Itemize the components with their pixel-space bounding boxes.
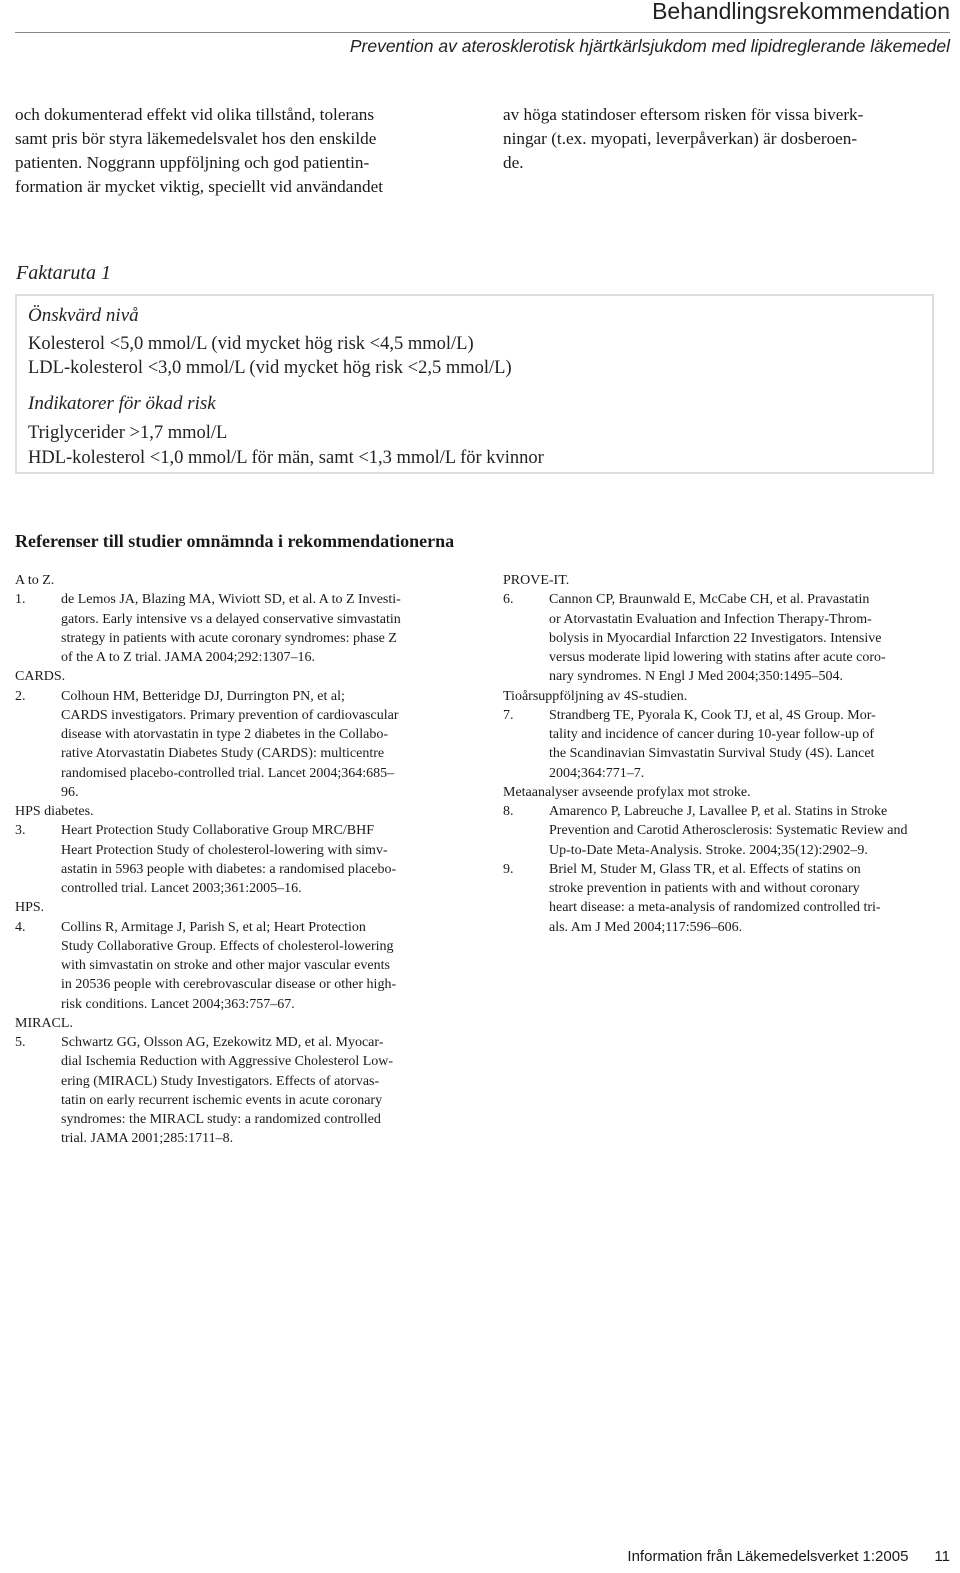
running-header-subtitle: Prevention av aterosklerotisk hjärtkärlsjukdom med lipidreglerande läkemedel [349,36,950,56]
reference-text-line: Amarenco P, Labreuche J, Lavallee P, et al. Statins in Stroke [549,804,888,819]
reference-text-line: Strandberg TE, Pyorala K, Cook TJ, et al, 4S Group. Mor- [549,707,876,723]
reference-entry [15,918,465,1014]
reference-group-label: HPS. [15,900,45,916]
intro-right-line: de. [503,153,524,172]
reference-text-line: Up-to-Date Meta-Analysis. Stroke. 2004;35(12):2902–9. [549,842,868,858]
reference-number: 5. [15,1035,26,1050]
reference-text-line: gators. Early intensive vs a delayed conservative simvastatin [61,611,401,627]
reference-text-line: Prevention and Carotid Atherosclerosis: Systematic Review and [549,823,908,839]
intro-right-column [503,103,863,175]
reference-text-line: Study Collaborative Group. Effects of cholesterol-lowering [61,938,394,954]
reference-text-line: in 20536 people with cerebrovascular disease or other high- [61,977,397,993]
reference-text-line: bolysis in Myocardial Infarction 22 Investigators. Intensive [549,630,882,646]
reference-text-line: Collins R, Armitage J, Parish S, et al; Heart Protection [61,919,366,935]
reference-number: 1. [15,592,26,608]
factbox-triglyceride-line: Triglycerider >1,7 mmol/L [28,423,228,443]
factbox-ldl-line: LDL-kolesterol <3,0 mmol/L (vid mycket hög risk <2,5 mmol/L) [28,358,512,378]
reference-entry [503,802,953,860]
reference-text-line: tatin on early recurrent ischemic events in acute coronary [61,1092,383,1108]
reference-text-line: Heart Protection Study of cholesterol-lowering with simv- [61,842,388,858]
running-header-title: Behandlingsrekommendation [652,0,950,24]
reference-text-line: controlled trial. Lancet 2003;361:2005–16. [61,881,302,896]
page-footer [627,1548,950,1565]
reference-text-line: Colhoun HM, Betteridge DJ, Durrington PN, et al; [61,688,345,704]
reference-text-line: de Lemos JA, Blazing MA, Wiviott SD, et al. A to Z Investi- [61,592,401,608]
reference-text-line: Heart Protection Study Collaborative Group MRC/BHF [61,823,375,839]
reference-text-line: 2004;364:771–7. [549,765,645,781]
reference-group-label: MIRACL. [15,1015,73,1031]
intro-left-line: samt pris bör styra läkemedelsvalet hos den enskilde [15,129,377,148]
reference-text-line: trial. JAMA 2001;285:1711–8. [61,1131,234,1147]
factbox [15,294,934,474]
intro-right-line: av höga statindoser eftersom risken för vissa biverk- [503,105,864,124]
reference-text-line: nary syndromes. N Engl J Med 2004;350:1495–504. [549,669,843,685]
factbox-heading-desired-level: Önskvärd nivå [28,305,139,326]
reference-text-line: disease with atorvastatin in type 2 diabetes in the Collabo- [61,727,388,742]
reference-text-line: or Atorvastatin Evaluation and Infection Therapy-Throm- [549,611,872,627]
reference-text-line: astatin in 5963 people with diabetes: a randomised placebo- [61,861,397,877]
reference-text-line: 96. [61,784,79,800]
reference-text-line: rative Atorvastatin Diabetes Study (CARDS): multicentre [61,746,385,762]
reference-text-line: Schwartz GG, Olsson AG, Ezekowitz MD, et al. Myocar- [61,1035,384,1050]
references-right-column [503,571,953,937]
reference-entry [15,590,465,667]
reference-number: 6. [503,592,514,608]
factbox-cholesterol-line: Kolesterol <5,0 mmol/L (vid mycket hög risk <4,5 mmol/L) [28,334,474,354]
reference-text-line: syndromes: the MIRACL study: a randomized controlled [61,1112,381,1127]
references-left-column [15,571,465,1149]
reference-entry [503,860,953,937]
reference-text-line: Briel M, Studer M, Glass TR, et al. Effects of statins on [549,861,861,877]
factbox-hdl-line: HDL-kolesterol <1,0 mmol/L för män, samt <1,3 mmol/L för kvinnor [28,448,544,468]
reference-group-label: CARDS. [15,669,66,685]
reference-number: 3. [15,823,26,839]
references-title: Referenser till studier omnämnda i rekommendationerna [15,531,455,551]
reference-text-line: with simvastatin on stroke and other major vascular events [61,958,390,973]
reference-number: 7. [503,707,514,723]
intro-left-column [15,103,383,199]
reference-text-line: dial Ischemia Reduction with Aggressive Cholesterol Low- [61,1054,394,1070]
factbox-label: Faktaruta 1 [16,262,111,284]
page-number: 11 [934,1548,950,1565]
factbox-heading-risk-indicators: Indikatorer för ökad risk [28,393,216,414]
intro-left-line: och dokumenterad effekt vid olika tillstånd, tolerans [15,105,375,124]
reference-text-line: versus moderate lipid lowering with statins after acute coro- [549,650,886,665]
reference-entry [503,590,953,686]
reference-number: 4. [15,919,26,935]
reference-entry [15,1033,465,1149]
reference-text-line: the Scandinavian Simvastatin Survival Study (4S). Lancet [549,746,875,762]
header-divider [15,32,950,33]
reference-entry [15,687,465,803]
reference-text-line: tality and incidence of cancer during 10-year follow-up of [549,727,874,742]
intro-left-line: formation är mycket viktig, speciellt vid användandet [15,177,383,196]
intro-right-line: ningar (t.ex. myopati, leverpåverkan) är dosberoen- [503,129,858,148]
reference-text-line: randomised placebo-controlled trial. Lancet 2004;364:685– [61,765,395,781]
reference-text-line: stroke prevention in patients with and without coronary [549,881,860,896]
reference-number: 9. [503,861,514,877]
reference-number: 2. [15,688,26,704]
reference-group-label: Tioårsuppföljning av 4S-studien. [503,688,688,704]
reference-text-line: als. Am J Med 2004;117:596–606. [549,919,743,935]
reference-text-line: ering (MIRACL) Study Investigators. Effects of atorvas- [61,1073,380,1089]
reference-number: 8. [503,804,514,819]
intro-left-line: patienten. Noggrann uppföljning och god patientin- [15,153,370,172]
reference-group-label: A to Z. [15,573,55,588]
reference-entry [15,821,465,898]
reference-text-line: CARDS investigators. Primary prevention of cardiovascular [61,707,399,723]
reference-group-label: Metaanalyser avseende profylax mot stroke. [503,784,751,800]
reference-text-line: strategy in patients with acute coronary syndromes: phase Z [61,630,397,646]
reference-entry [503,706,953,783]
reference-text-line: heart disease: a meta-analysis of randomized controlled tri- [549,900,881,916]
footer-publication: Information från Läkemedelsverket 1:2005 [627,1548,909,1565]
reference-text-line: risk conditions. Lancet 2004;363:757–67. [61,996,295,1012]
reference-text-line: Cannon CP, Braunwald E, McCabe CH, et al. Pravastatin [549,592,870,608]
reference-group-label: PROVE-IT. [503,573,570,588]
reference-text-line: of the A to Z trial. JAMA 2004;292:1307–16. [61,650,315,665]
reference-group-label: HPS diabetes. [15,804,94,819]
